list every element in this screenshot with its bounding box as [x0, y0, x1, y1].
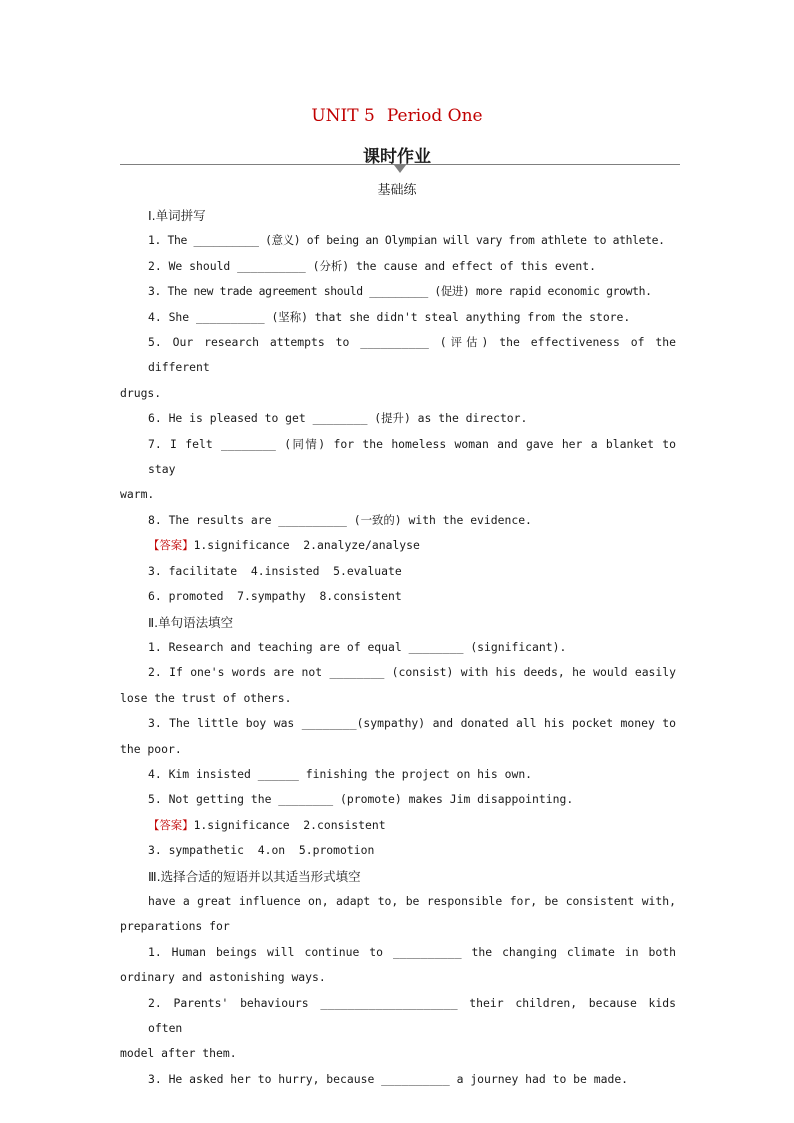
text-line [120, 432, 676, 483]
text-line [120, 940, 676, 965]
text-line [120, 737, 676, 762]
line-text: 1. Research and teaching are of equal ________ (significant). [148, 639, 567, 654]
line-text: model after them. [120, 1046, 237, 1061]
period-label: Period One [386, 106, 483, 126]
text-line [120, 1041, 676, 1066]
line-text: 6. He is pleased to get ________ (提升) as the director. [148, 411, 528, 426]
line-text: Ⅲ.选择合适的短语并以其适当形式填空 [148, 868, 361, 884]
text-line [120, 330, 676, 381]
text-line [120, 406, 676, 431]
line-text: have a great influence on, adapt to, be responsible for, be consistent with, [148, 893, 676, 908]
text-line [120, 838, 676, 863]
line-text: 4. She __________ (坚称) that she didn't steal anything from the store. [148, 309, 631, 324]
text-line [120, 711, 676, 736]
text-line [120, 584, 676, 609]
section-heading [120, 610, 676, 635]
text-line [120, 991, 676, 1042]
text-line [120, 787, 676, 812]
section-heading [120, 203, 676, 228]
line-text: preparations for [120, 919, 230, 934]
answer-line [120, 813, 676, 838]
line-text: 4. Kim insisted ______ finishing the project on his own. [148, 766, 533, 781]
exercise-content [120, 203, 676, 1092]
text-line [120, 686, 676, 711]
text-line [120, 279, 676, 304]
text-line [120, 254, 676, 279]
line-text: the poor. [120, 741, 182, 756]
line-text: Ⅱ.单句语法填空 [148, 614, 234, 630]
text-line [120, 965, 676, 990]
unit-label: UNIT 5 [311, 106, 375, 126]
answer-label: 【答案】 [148, 817, 194, 832]
text-line [120, 660, 676, 685]
line-text: 1.significance 2.analyze/analyse [193, 538, 420, 553]
line-text: Ⅰ.单词拼写 [148, 208, 206, 223]
text-line [120, 228, 676, 253]
homework-heading: 课时作业 [363, 147, 431, 167]
answer-label: 【答案】 [148, 538, 194, 553]
line-text: 3. facilitate 4.insisted 5.evaluate [148, 563, 402, 578]
section-heading [120, 864, 676, 889]
line-text: 5. Not getting the ________ (promote) makes Jim disappointing. [148, 792, 574, 807]
line-text: 8. The results are __________ (一致的) with the evidence. [148, 512, 532, 527]
text-line [120, 381, 676, 406]
line-text: drugs. [120, 385, 162, 400]
line-text: 6. promoted 7.sympathy 8.consistent [148, 589, 402, 604]
line-text: ordinary and astonishing ways. [120, 970, 326, 985]
text-line [120, 305, 676, 330]
line-text: 3. The little boy was ________(sympathy) and donated all his pocket money to [148, 716, 676, 731]
text-line [120, 889, 676, 914]
line-text: 2. If one's words are not ________ (consist) with his deeds, he would easily [148, 665, 676, 680]
unit-title [0, 106, 794, 126]
line-text: 2. We should __________ (分析) the cause and effect of this event. [148, 258, 596, 273]
text-line [120, 559, 676, 584]
text-line [120, 482, 676, 507]
line-text: 5. Our research attempts to __________ (评估) the effectiveness of the different [148, 335, 676, 375]
text-line [120, 635, 676, 660]
triangle-marker-icon [394, 165, 406, 173]
line-text: 3. sympathetic 4.on 5.promotion [148, 843, 375, 858]
text-line [120, 508, 676, 533]
line-text: 3. He asked her to hurry, because __________ a journey had to be made. [148, 1071, 629, 1086]
line-text: warm. [120, 487, 155, 502]
level-heading: 基础练 [377, 183, 417, 198]
line-text: 7. I felt ________ (同情) for the homeless woman and gave her a blanket to stay [148, 436, 676, 477]
text-line [120, 762, 676, 787]
text-line [120, 1067, 676, 1092]
text-line [120, 914, 676, 939]
answer-line [120, 533, 676, 558]
line-text: 1.significance 2.consistent [193, 817, 386, 832]
line-text: 1. The __________ (意义) of being an Olympian will vary from athlete to athlete. [148, 233, 665, 248]
line-text: 1. Human beings will continue to __________ the changing climate in both [148, 944, 676, 959]
line-text: lose the trust of others. [120, 690, 292, 705]
line-text: 2. Parents' behaviours ____________________ their children, because kids often [148, 995, 676, 1035]
line-text: 3. The new trade agreement should _________ (促进) more rapid economic growth. [148, 284, 652, 299]
